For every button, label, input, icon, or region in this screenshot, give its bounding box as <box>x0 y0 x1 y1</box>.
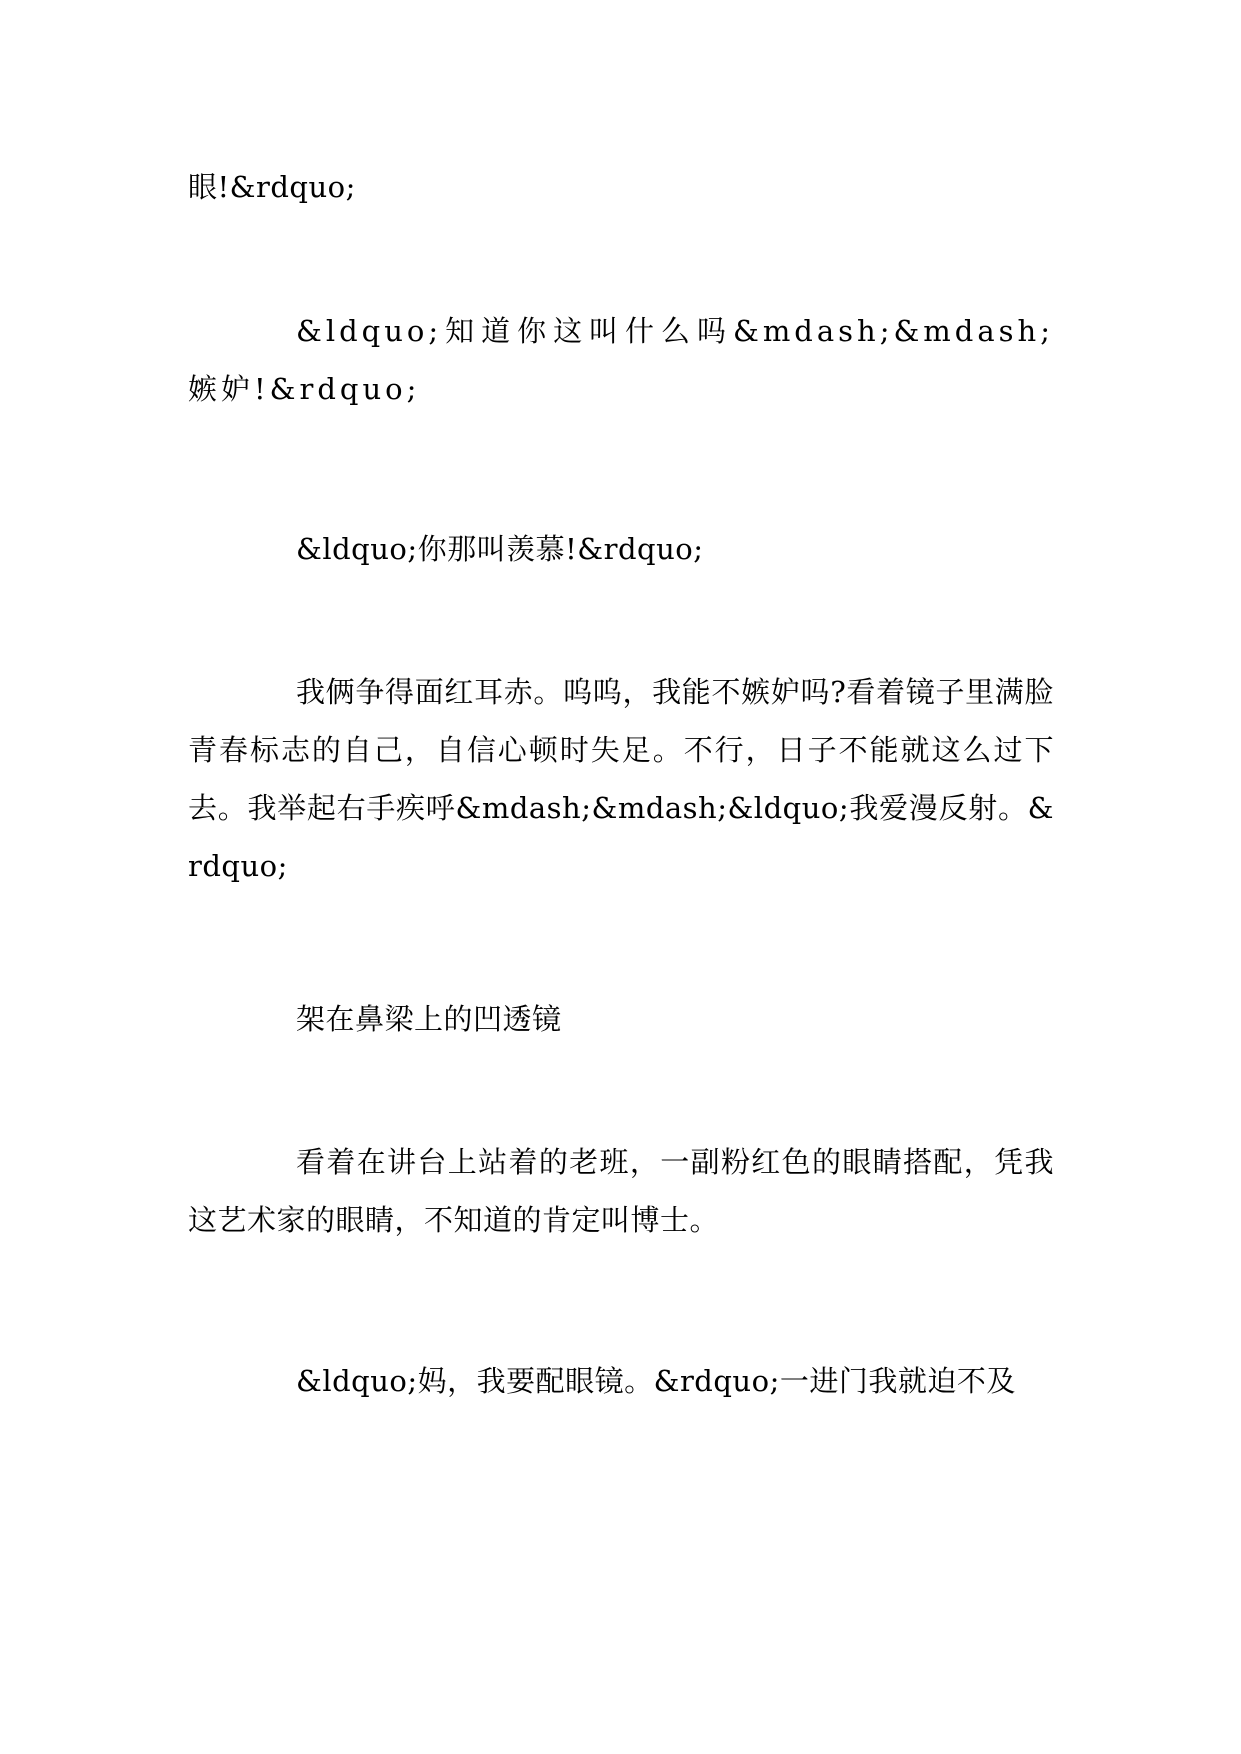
paragraph-7: &ldquo;妈，我要配眼镜。&rdquo;一进门我就迫不及 <box>296 1364 1016 1398</box>
paragraph-4: 我俩争得面红耳赤。呜呜，我能不嫉妒吗?看着镜子里满脸青春标志的自己，自信心顿时失足。不行，日子不能就这么过下去。我举起右手疾呼&mdash;&mdash;&ldquo;我爱漫反射。&rdquo; <box>188 675 1054 883</box>
paragraph-2: &ldquo;知道你这叫什么吗&mdash;&mdash;嫉妒!&rdquo; <box>188 314 1054 406</box>
paragraph-6: 看着在讲台上站着的老班，一副粉红色的眼睛搭配，凭我这艺术家的眼睛，不知道的肯定叫博士。 <box>188 1145 1054 1237</box>
section-heading: 架在鼻梁上的凹透镜 <box>296 1002 562 1036</box>
paragraph-1: 眼!&rdquo; <box>188 170 356 204</box>
paragraph-3: &ldquo;你那叫羡慕!&rdquo; <box>296 532 704 566</box>
